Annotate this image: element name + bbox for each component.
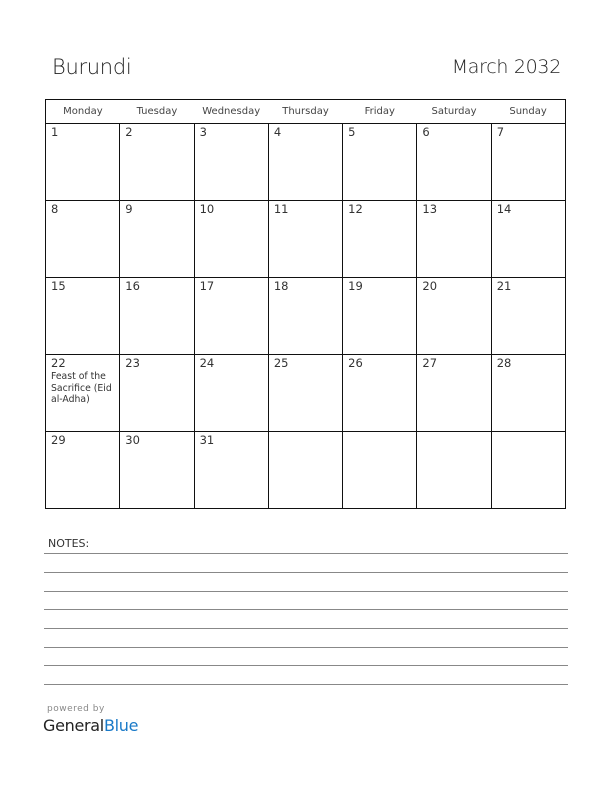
week-row <box>46 201 566 278</box>
day-cell[interactable] <box>268 355 342 432</box>
day-cell[interactable] <box>343 355 417 432</box>
day-number: 16 <box>125 279 140 293</box>
day-cell[interactable] <box>417 278 491 355</box>
note-line <box>44 591 568 592</box>
day-cell[interactable] <box>268 432 342 509</box>
note-line <box>44 665 568 666</box>
note-line <box>44 609 568 610</box>
calendar-grid <box>45 99 566 509</box>
day-number: 17 <box>199 279 215 293</box>
day-number: 10 <box>199 202 215 216</box>
day-cell[interactable] <box>46 432 120 509</box>
day-cell[interactable] <box>120 432 194 509</box>
note-line <box>44 647 568 648</box>
day-number: 4 <box>273 125 282 139</box>
day-cell[interactable] <box>417 124 491 201</box>
day-number: 24 <box>199 356 215 370</box>
day-cell[interactable] <box>46 278 120 355</box>
day-number: 23 <box>125 356 140 370</box>
day-cell[interactable] <box>46 124 120 201</box>
day-cell[interactable] <box>46 201 120 278</box>
powered-by-text: powered by <box>47 704 105 714</box>
day-cell[interactable] <box>417 432 491 509</box>
day-cell[interactable] <box>343 124 417 201</box>
day-cell[interactable] <box>46 355 120 432</box>
week-row <box>46 124 566 201</box>
day-cell[interactable] <box>343 201 417 278</box>
day-cell[interactable] <box>194 201 268 278</box>
weekday-header: Thursday <box>268 100 342 124</box>
day-cell[interactable] <box>268 124 342 201</box>
day-number: 6 <box>422 125 430 139</box>
day-cell[interactable] <box>120 201 194 278</box>
day-cell[interactable] <box>194 355 268 432</box>
day-number: 15 <box>51 279 66 293</box>
weekday-header: Monday <box>46 100 120 124</box>
day-cell[interactable] <box>194 124 268 201</box>
weekday-header: Wednesday <box>194 100 268 124</box>
day-cell[interactable] <box>343 278 417 355</box>
day-number: 11 <box>273 202 289 216</box>
day-number: 13 <box>422 202 438 216</box>
generalblue-logo <box>43 716 138 735</box>
note-line <box>44 684 568 685</box>
country-title: Burundi <box>52 55 132 79</box>
month-year-title: March 2032 <box>451 56 561 78</box>
day-cell[interactable] <box>491 355 565 432</box>
day-cell[interactable] <box>491 432 565 509</box>
week-row <box>46 278 566 355</box>
day-cell[interactable] <box>268 278 342 355</box>
weekday-header-row <box>46 100 566 124</box>
notes-label: NOTES: <box>48 537 90 550</box>
day-number: 2 <box>125 125 133 139</box>
day-number: 31 <box>199 433 215 447</box>
day-number: 14 <box>496 202 512 216</box>
note-line <box>44 628 568 629</box>
day-number: 28 <box>496 356 512 370</box>
weekday-header: Sunday <box>491 100 565 124</box>
day-number: 5 <box>348 125 356 139</box>
note-line <box>44 553 568 554</box>
brand-blue: Blue <box>103 716 139 735</box>
day-number: 18 <box>273 279 289 293</box>
day-cell[interactable] <box>268 201 342 278</box>
day-number: 27 <box>422 356 438 370</box>
day-number: 8 <box>51 202 59 216</box>
day-cell[interactable] <box>120 278 194 355</box>
day-number: 9 <box>125 202 133 216</box>
day-number: 3 <box>199 125 207 139</box>
weekday-header: Friday <box>343 100 417 124</box>
day-number: 7 <box>496 125 505 139</box>
day-number: 20 <box>422 279 438 293</box>
day-cell[interactable] <box>343 432 417 509</box>
day-number: 19 <box>348 279 363 293</box>
day-cell[interactable] <box>120 355 194 432</box>
day-cell[interactable] <box>417 201 491 278</box>
day-number: 21 <box>496 279 512 293</box>
day-number: 22 <box>51 356 66 370</box>
weekday-header: Tuesday <box>120 100 194 124</box>
week-row <box>46 432 566 509</box>
day-cell[interactable] <box>491 201 565 278</box>
day-number: 29 <box>51 433 66 447</box>
day-number: 1 <box>51 125 59 139</box>
note-line <box>44 572 568 573</box>
day-cell[interactable] <box>417 355 491 432</box>
day-number: 25 <box>273 356 289 370</box>
day-cell[interactable] <box>491 278 565 355</box>
day-number: 30 <box>125 433 140 447</box>
holiday-label: Feast of the Sacrifice (Eid al-Adha) <box>51 371 112 405</box>
week-row <box>46 355 566 432</box>
weekday-header: Saturday <box>417 100 491 124</box>
day-cell[interactable] <box>491 124 565 201</box>
day-cell[interactable] <box>120 124 194 201</box>
day-number: 26 <box>348 356 363 370</box>
day-cell[interactable] <box>194 278 268 355</box>
brand-general: General <box>43 716 104 735</box>
day-cell[interactable] <box>194 432 268 509</box>
day-number: 12 <box>348 202 363 216</box>
